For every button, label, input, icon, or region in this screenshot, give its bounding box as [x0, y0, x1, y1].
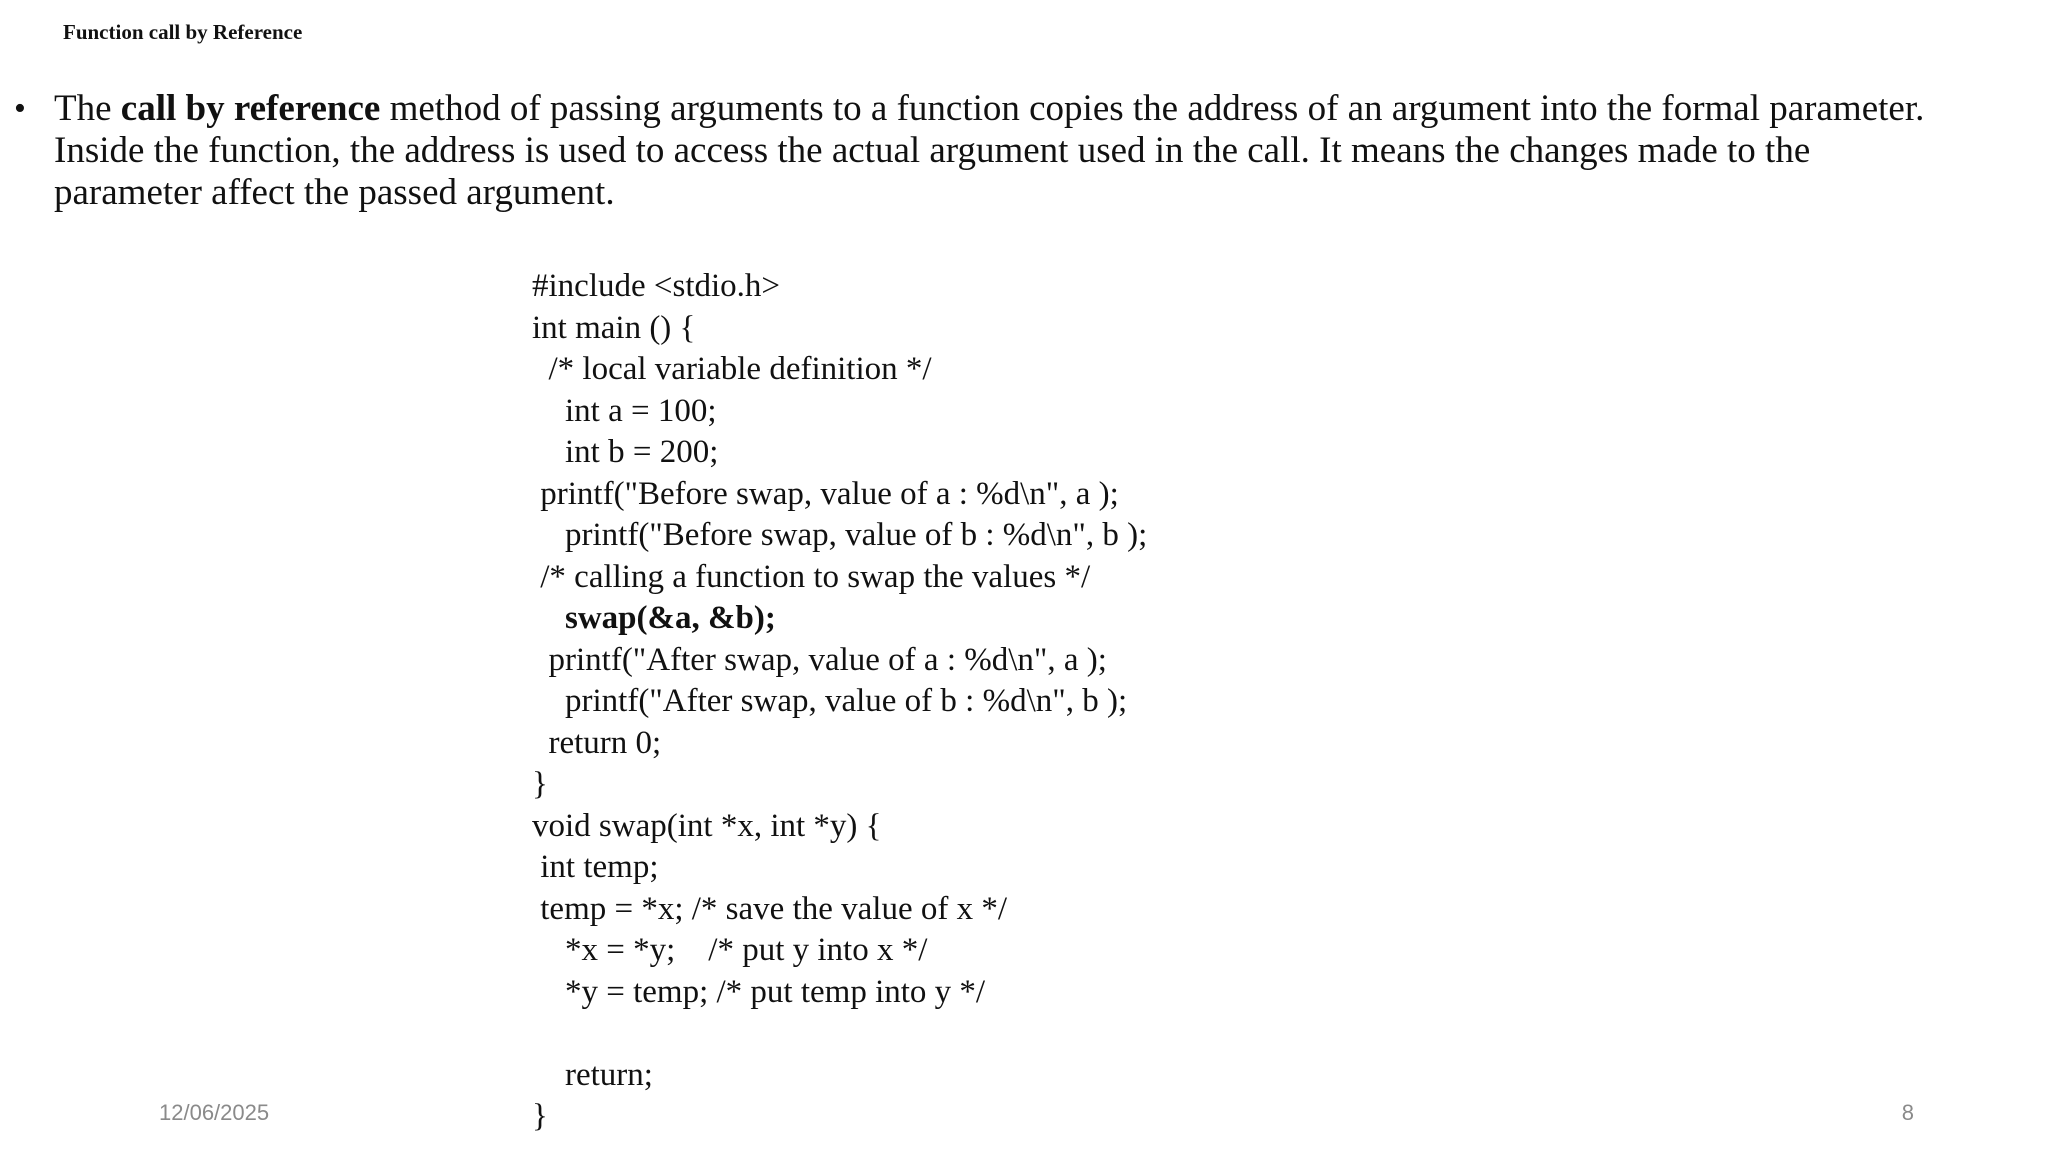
code-line: printf("After swap, value of b : %d\n", b );: [532, 683, 1128, 719]
paragraph-line-2: Inside the function, the address is used to access the actual argument used in the call. It means the changes made to the: [54, 130, 1811, 171]
paragraph-text: method of passing arguments to a function copies the address of an argument into the formal parameter.: [380, 88, 1925, 129]
code-line: void swap(int *x, int *y) {: [532, 807, 882, 844]
code-line: return;: [532, 1056, 653, 1093]
page-number: 8: [1901, 1100, 1914, 1125]
bullet-paragraph: [54, 88, 2044, 214]
paragraph-line-1: [54, 88, 2044, 130]
bold-term: call by reference: [120, 88, 381, 129]
code-line: int temp;: [532, 849, 659, 885]
code-line: }: [532, 1098, 548, 1134]
code-line: *y = temp; /* put temp into y */: [532, 973, 986, 1010]
code-line: int b = 200;: [532, 434, 719, 470]
code-line: int a = 100;: [532, 392, 717, 429]
code-line-swap-call: swap(&a, &b);: [532, 600, 776, 636]
code-line: return 0;: [532, 724, 662, 761]
code-line: /* local variable definition */: [532, 351, 932, 387]
code-line: *x = *y; /* put y into x */: [532, 932, 928, 968]
code-line: }: [532, 766, 548, 802]
slide-title: Function call by Reference: [63, 20, 303, 44]
code-line: printf("Before swap, value of b : %d\n", b );: [532, 517, 1148, 553]
code-line: int main () {: [532, 309, 696, 346]
code-block: [532, 266, 1147, 1138]
code-line: /* calling a function to swap the values */: [532, 558, 1091, 595]
code-line: temp = *x; /* save the value of x */: [532, 890, 1008, 927]
paragraph-line-3: parameter affect the passed argument.: [54, 172, 615, 213]
code-line: printf("Before swap, value of a : %d\n", a );: [532, 475, 1119, 512]
footer-date: 12/06/2025: [159, 1100, 270, 1125]
code-line: printf("After swap, value of a : %d\n", a );: [532, 641, 1107, 678]
paragraph-text: The: [54, 88, 121, 129]
code-line: #include <stdio.h>: [532, 268, 781, 304]
bullet-icon: •: [14, 90, 26, 127]
code-line: [532, 1013, 1147, 1055]
